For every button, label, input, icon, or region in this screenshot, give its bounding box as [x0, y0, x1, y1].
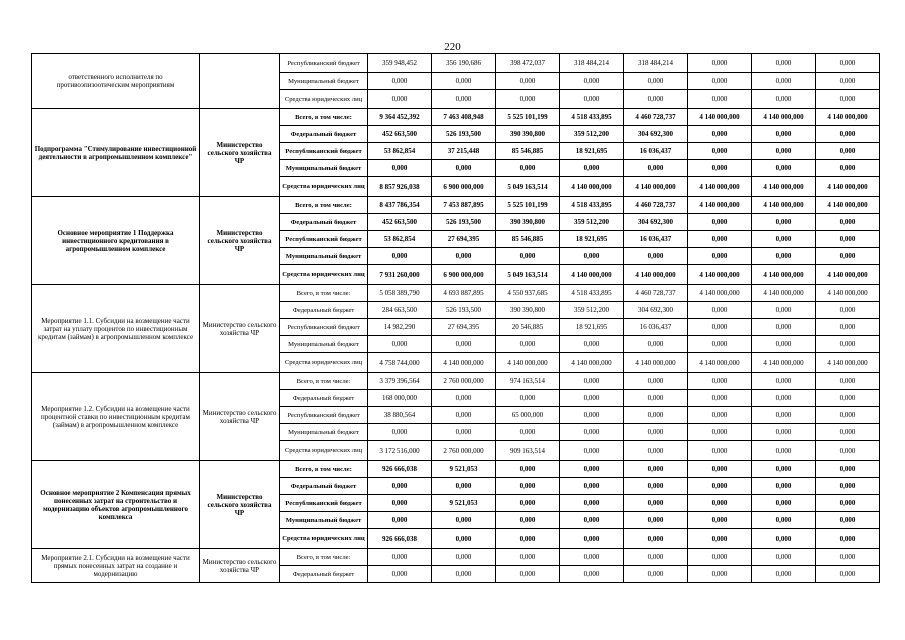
amount-cell: 4 140 000,000 — [688, 197, 752, 214]
item-description: Подпрограмма "Стимулирование инвестиционной деятельности в агропромышленном комплексе" — [32, 109, 200, 197]
amount-cell: 5 049 163,514 — [496, 177, 560, 197]
amount-cell: 0,000 — [816, 461, 880, 478]
amount-cell: 0,000 — [752, 126, 816, 143]
amount-cell: 0,000 — [496, 336, 560, 353]
funding-source: Всего, в том числе: — [280, 197, 368, 214]
amount-cell: 4 140 000,000 — [688, 109, 752, 126]
amount-cell: 0,000 — [688, 231, 752, 248]
amount-cell: 0,000 — [752, 512, 816, 529]
amount-cell: 0,000 — [368, 549, 432, 566]
amount-cell: 0,000 — [560, 495, 624, 512]
amount-cell: 0,000 — [816, 424, 880, 441]
amount-cell: 0,000 — [496, 390, 560, 407]
amount-cell: 4 140 000,000 — [752, 197, 816, 214]
amount-cell: 0,000 — [816, 231, 880, 248]
amount-cell: 359 512,200 — [560, 302, 624, 319]
amount-cell: 0,000 — [688, 461, 752, 478]
amount-cell: 4 140 000,000 — [752, 285, 816, 302]
amount-cell: 0,000 — [688, 90, 752, 109]
amount-cell: 0,000 — [688, 566, 752, 583]
amount-cell: 0,000 — [432, 407, 496, 424]
amount-cell: 0,000 — [816, 390, 880, 407]
amount-cell: 0,000 — [496, 566, 560, 583]
amount-cell: 0,000 — [560, 461, 624, 478]
amount-cell: 0,000 — [688, 495, 752, 512]
amount-cell: 0,000 — [752, 424, 816, 441]
amount-cell: 4 460 728,737 — [624, 285, 688, 302]
amount-cell: 0,000 — [624, 390, 688, 407]
amount-cell: 0,000 — [496, 495, 560, 512]
funding-source: Республиканский бюджет — [280, 54, 368, 73]
amount-cell: 0,000 — [816, 126, 880, 143]
amount-cell: 7 453 887,895 — [432, 197, 496, 214]
amount-cell: 0,000 — [560, 529, 624, 549]
amount-cell: 0,000 — [688, 302, 752, 319]
amount-cell: 6 900 000,000 — [432, 265, 496, 285]
amount-cell: 0,000 — [752, 319, 816, 336]
amount-cell: 7 931 260,000 — [368, 265, 432, 285]
amount-cell: 0,000 — [432, 160, 496, 177]
funding-source: Всего, в том числе: — [280, 109, 368, 126]
amount-cell: 0,000 — [752, 566, 816, 583]
amount-cell: 0,000 — [624, 248, 688, 265]
table-row — [32, 109, 880, 126]
amount-cell: 0,000 — [816, 373, 880, 390]
amount-cell: 304 692,300 — [624, 126, 688, 143]
amount-cell: 0,000 — [688, 407, 752, 424]
amount-cell: 359 512,200 — [560, 214, 624, 231]
funding-source: Федеральный бюджет — [280, 478, 368, 495]
amount-cell: 0,000 — [688, 214, 752, 231]
amount-cell: 0,000 — [624, 73, 688, 90]
amount-cell: 359 512,200 — [560, 126, 624, 143]
amount-cell: 0,000 — [624, 160, 688, 177]
item-description: Мероприятие 2.1. Субсидии на возмещение части прямых понесенных затрат на создание и модернизацию — [32, 549, 200, 583]
amount-cell: 0,000 — [688, 512, 752, 529]
amount-cell: 4 140 000,000 — [816, 109, 880, 126]
amount-cell: 452 663,500 — [368, 214, 432, 231]
responsible-executor — [200, 54, 280, 109]
amount-cell: 9 364 452,392 — [368, 109, 432, 126]
amount-cell: 0,000 — [816, 214, 880, 231]
amount-cell: 0,000 — [368, 566, 432, 583]
amount-cell: 356 190,686 — [432, 54, 496, 73]
funding-source: Федеральный бюджет — [280, 390, 368, 407]
amount-cell: 0,000 — [688, 54, 752, 73]
amount-cell: 4 140 000,000 — [496, 353, 560, 373]
funding-source: Федеральный бюджет — [280, 302, 368, 319]
table-row — [32, 373, 880, 390]
table-row — [32, 461, 880, 478]
funding-source: Муниципальный бюджет — [280, 73, 368, 90]
funding-source: Всего, в том числе: — [280, 373, 368, 390]
funding-source: Всего, в том числе: — [280, 285, 368, 302]
table-row — [32, 54, 880, 73]
amount-cell: 318 484,214 — [624, 54, 688, 73]
amount-cell: 4 140 000,000 — [624, 177, 688, 197]
amount-cell: 0,000 — [688, 549, 752, 566]
amount-cell: 4 140 000,000 — [560, 177, 624, 197]
funding-source: Республиканский бюджет — [280, 319, 368, 336]
funding-source: Республиканский бюджет — [280, 407, 368, 424]
amount-cell: 284 663,500 — [368, 302, 432, 319]
amount-cell: 0,000 — [816, 160, 880, 177]
amount-cell: 0,000 — [624, 512, 688, 529]
amount-cell: 0,000 — [752, 160, 816, 177]
amount-cell: 0,000 — [752, 90, 816, 109]
amount-cell: 0,000 — [560, 90, 624, 109]
amount-cell: 85 546,885 — [496, 143, 560, 160]
amount-cell: 0,000 — [496, 549, 560, 566]
amount-cell: 0,000 — [752, 73, 816, 90]
amount-cell: 0,000 — [560, 424, 624, 441]
amount-cell: 5 525 101,199 — [496, 197, 560, 214]
amount-cell: 53 862,854 — [368, 143, 432, 160]
amount-cell: 4 140 000,000 — [816, 265, 880, 285]
amount-cell: 0,000 — [560, 407, 624, 424]
amount-cell: 0,000 — [496, 529, 560, 549]
amount-cell: 0,000 — [432, 566, 496, 583]
funding-source: Всего, в том числе: — [280, 549, 368, 566]
amount-cell: 4 140 000,000 — [560, 353, 624, 373]
amount-cell: 4 140 000,000 — [688, 353, 752, 373]
amount-cell: 4 140 000,000 — [624, 265, 688, 285]
amount-cell: 0,000 — [624, 549, 688, 566]
amount-cell: 0,000 — [816, 512, 880, 529]
amount-cell: 65 000,000 — [496, 407, 560, 424]
amount-cell: 0,000 — [816, 248, 880, 265]
funding-source: Средства юридических лиц — [280, 441, 368, 461]
item-description: ответственного исполнителя по противоэпизоотическим мероприятиям — [32, 54, 200, 109]
amount-cell: 0,000 — [432, 529, 496, 549]
amount-cell: 0,000 — [368, 512, 432, 529]
amount-cell: 0,000 — [752, 214, 816, 231]
amount-cell: 4 140 000,000 — [688, 285, 752, 302]
amount-cell: 359 948,452 — [368, 54, 432, 73]
funding-source: Муниципальный бюджет — [280, 248, 368, 265]
table-row — [32, 285, 880, 302]
amount-cell: 0,000 — [560, 390, 624, 407]
amount-cell: 4 140 000,000 — [688, 177, 752, 197]
amount-cell: 0,000 — [688, 319, 752, 336]
amount-cell: 0,000 — [816, 54, 880, 73]
item-description: Основное мероприятие 1 Поддержка инвестиционного кредитования в агропромышленном комплексе — [32, 197, 200, 285]
funding-source: Средства юридических лиц — [280, 529, 368, 549]
amount-cell: 0,000 — [688, 126, 752, 143]
responsible-executor: Министерство сельского хозяйства ЧР — [200, 373, 280, 461]
amount-cell: 18 921,695 — [560, 231, 624, 248]
amount-cell: 0,000 — [560, 160, 624, 177]
amount-cell: 0,000 — [752, 441, 816, 461]
amount-cell: 4 140 000,000 — [560, 265, 624, 285]
amount-cell: 0,000 — [496, 160, 560, 177]
amount-cell: 2 760 000,000 — [432, 441, 496, 461]
amount-cell: 4 518 433,895 — [560, 197, 624, 214]
amount-cell: 0,000 — [368, 478, 432, 495]
amount-cell: 4 460 728,737 — [624, 197, 688, 214]
amount-cell: 0,000 — [496, 478, 560, 495]
amount-cell: 0,000 — [624, 424, 688, 441]
amount-cell: 0,000 — [688, 478, 752, 495]
amount-cell: 0,000 — [816, 73, 880, 90]
amount-cell: 85 546,885 — [496, 231, 560, 248]
budget-table — [31, 53, 880, 583]
amount-cell: 0,000 — [560, 248, 624, 265]
amount-cell: 304 692,300 — [624, 214, 688, 231]
amount-cell: 0,000 — [432, 336, 496, 353]
amount-cell: 0,000 — [816, 407, 880, 424]
responsible-executor: Министерство сельского хозяйства ЧР — [200, 461, 280, 549]
amount-cell: 3 172 516,000 — [368, 441, 432, 461]
amount-cell: 0,000 — [752, 390, 816, 407]
amount-cell: 0,000 — [688, 160, 752, 177]
amount-cell: 0,000 — [368, 495, 432, 512]
amount-cell: 4 140 000,000 — [752, 353, 816, 373]
amount-cell: 0,000 — [368, 248, 432, 265]
funding-source: Федеральный бюджет — [280, 126, 368, 143]
amount-cell: 0,000 — [752, 54, 816, 73]
amount-cell: 38 880,564 — [368, 407, 432, 424]
funding-source: Республиканский бюджет — [280, 231, 368, 248]
amount-cell: 4 758 744,000 — [368, 353, 432, 373]
amount-cell: 0,000 — [560, 549, 624, 566]
amount-cell: 0,000 — [816, 336, 880, 353]
funding-source: Республиканский бюджет — [280, 143, 368, 160]
amount-cell: 4 140 000,000 — [688, 265, 752, 285]
amount-cell: 0,000 — [752, 302, 816, 319]
amount-cell: 909 163,514 — [496, 441, 560, 461]
amount-cell: 0,000 — [816, 302, 880, 319]
amount-cell: 0,000 — [432, 424, 496, 441]
funding-source: Федеральный бюджет — [280, 214, 368, 231]
amount-cell: 398 472,037 — [496, 54, 560, 73]
amount-cell: 0,000 — [624, 407, 688, 424]
amount-cell: 0,000 — [496, 248, 560, 265]
amount-cell: 0,000 — [496, 512, 560, 529]
amount-cell: 0,000 — [560, 73, 624, 90]
responsible-executor: Министерство сельского хозяйства ЧР — [200, 549, 280, 583]
amount-cell: 0,000 — [560, 373, 624, 390]
amount-cell: 0,000 — [816, 90, 880, 109]
amount-cell: 0,000 — [752, 336, 816, 353]
amount-cell: 4 140 000,000 — [816, 177, 880, 197]
amount-cell: 0,000 — [816, 549, 880, 566]
responsible-executor: Министерство сельского хозяйства ЧР — [200, 109, 280, 197]
amount-cell: 4 518 433,895 — [560, 285, 624, 302]
responsible-executor: Министерство сельского хозяйства ЧР — [200, 197, 280, 285]
amount-cell: 4 140 000,000 — [816, 197, 880, 214]
amount-cell: 0,000 — [624, 478, 688, 495]
amount-cell: 168 000,000 — [368, 390, 432, 407]
amount-cell: 318 484,214 — [560, 54, 624, 73]
amount-cell: 0,000 — [368, 90, 432, 109]
amount-cell: 4 140 000,000 — [816, 285, 880, 302]
amount-cell: 0,000 — [752, 549, 816, 566]
amount-cell: 0,000 — [816, 143, 880, 160]
amount-cell: 526 193,500 — [432, 126, 496, 143]
amount-cell: 8 857 926,038 — [368, 177, 432, 197]
amount-cell: 0,000 — [624, 336, 688, 353]
amount-cell: 0,000 — [752, 373, 816, 390]
amount-cell: 16 036,437 — [624, 319, 688, 336]
amount-cell: 0,000 — [752, 143, 816, 160]
amount-cell: 0,000 — [432, 390, 496, 407]
amount-cell: 0,000 — [496, 90, 560, 109]
amount-cell: 0,000 — [688, 73, 752, 90]
amount-cell: 390 390,800 — [496, 214, 560, 231]
amount-cell: 0,000 — [688, 390, 752, 407]
amount-cell: 0,000 — [752, 231, 816, 248]
funding-source: Муниципальный бюджет — [280, 424, 368, 441]
amount-cell: 0,000 — [496, 424, 560, 441]
amount-cell: 0,000 — [816, 319, 880, 336]
amount-cell: 27 694,395 — [432, 319, 496, 336]
amount-cell: 0,000 — [688, 248, 752, 265]
funding-source: Всего, в том числе: — [280, 461, 368, 478]
amount-cell: 926 666,038 — [368, 461, 432, 478]
amount-cell: 0,000 — [368, 73, 432, 90]
amount-cell: 0,000 — [560, 566, 624, 583]
amount-cell: 9 521,053 — [432, 495, 496, 512]
amount-cell: 0,000 — [560, 512, 624, 529]
amount-cell: 14 982,290 — [368, 319, 432, 336]
amount-cell: 2 760 000,000 — [432, 373, 496, 390]
amount-cell: 526 193,500 — [432, 302, 496, 319]
amount-cell: 0,000 — [752, 461, 816, 478]
amount-cell: 0,000 — [752, 529, 816, 549]
amount-cell: 304 692,300 — [624, 302, 688, 319]
amount-cell: 18 921,695 — [560, 319, 624, 336]
amount-cell: 0,000 — [496, 461, 560, 478]
amount-cell: 0,000 — [688, 336, 752, 353]
amount-cell: 0,000 — [816, 441, 880, 461]
amount-cell: 5 049 163,514 — [496, 265, 560, 285]
amount-cell: 0,000 — [816, 478, 880, 495]
responsible-executor: Министерство сельского хозяйства ЧР — [200, 285, 280, 373]
amount-cell: 0,000 — [432, 73, 496, 90]
amount-cell: 9 521,053 — [432, 461, 496, 478]
amount-cell: 5 058 389,790 — [368, 285, 432, 302]
amount-cell: 974 163,514 — [496, 373, 560, 390]
amount-cell: 20 546,885 — [496, 319, 560, 336]
amount-cell: 53 862,854 — [368, 231, 432, 248]
amount-cell: 0,000 — [368, 160, 432, 177]
amount-cell: 0,000 — [432, 90, 496, 109]
amount-cell: 5 525 101,199 — [496, 109, 560, 126]
amount-cell: 4 550 937,685 — [496, 285, 560, 302]
amount-cell: 4 518 433,895 — [560, 109, 624, 126]
amount-cell: 8 437 786,354 — [368, 197, 432, 214]
amount-cell: 0,000 — [624, 461, 688, 478]
amount-cell: 18 921,695 — [560, 143, 624, 160]
amount-cell: 0,000 — [432, 512, 496, 529]
amount-cell: 0,000 — [752, 407, 816, 424]
amount-cell: 0,000 — [624, 529, 688, 549]
amount-cell: 0,000 — [752, 248, 816, 265]
amount-cell: 0,000 — [560, 336, 624, 353]
amount-cell: 0,000 — [624, 90, 688, 109]
amount-cell: 16 036,437 — [624, 231, 688, 248]
amount-cell: 0,000 — [560, 441, 624, 461]
amount-cell: 0,000 — [688, 441, 752, 461]
funding-source: Муниципальный бюджет — [280, 512, 368, 529]
amount-cell: 526 193,500 — [432, 214, 496, 231]
table-row — [32, 197, 880, 214]
amount-cell: 16 036,437 — [624, 143, 688, 160]
amount-cell: 4 693 887,895 — [432, 285, 496, 302]
amount-cell: 0,000 — [560, 478, 624, 495]
amount-cell: 0,000 — [624, 373, 688, 390]
funding-source: Средства юридических лиц — [280, 353, 368, 373]
amount-cell: 0,000 — [496, 73, 560, 90]
amount-cell: 390 390,800 — [496, 302, 560, 319]
amount-cell: 7 463 408,948 — [432, 109, 496, 126]
funding-source: Средства юридических лиц — [280, 265, 368, 285]
amount-cell: 390 390,800 — [496, 126, 560, 143]
amount-cell: 0,000 — [816, 529, 880, 549]
amount-cell: 4 140 000,000 — [816, 353, 880, 373]
amount-cell: 0,000 — [624, 566, 688, 583]
amount-cell: 4 460 728,737 — [624, 109, 688, 126]
amount-cell: 0,000 — [432, 478, 496, 495]
amount-cell: 0,000 — [432, 248, 496, 265]
amount-cell: 0,000 — [624, 495, 688, 512]
funding-source: Средства юридических лиц — [280, 177, 368, 197]
funding-source: Муниципальный бюджет — [280, 336, 368, 353]
amount-cell: 0,000 — [816, 566, 880, 583]
amount-cell: 0,000 — [816, 495, 880, 512]
amount-cell: 0,000 — [368, 336, 432, 353]
amount-cell: 0,000 — [688, 143, 752, 160]
amount-cell: 0,000 — [688, 529, 752, 549]
amount-cell: 4 140 000,000 — [752, 177, 816, 197]
amount-cell: 0,000 — [688, 373, 752, 390]
amount-cell: 0,000 — [752, 478, 816, 495]
funding-source: Федеральный бюджет — [280, 566, 368, 583]
amount-cell: 4 140 000,000 — [624, 353, 688, 373]
amount-cell: 4 140 000,000 — [752, 265, 816, 285]
amount-cell: 4 140 000,000 — [432, 353, 496, 373]
amount-cell: 0,000 — [368, 424, 432, 441]
amount-cell: 3 379 396,564 — [368, 373, 432, 390]
amount-cell: 37 215,448 — [432, 143, 496, 160]
funding-source: Муниципальный бюджет — [280, 160, 368, 177]
funding-source: Республиканский бюджет — [280, 495, 368, 512]
item-description: Мероприятие 1.2. Субсидии на возмещение части процентной ставки по инвестиционным кредитам (займам) в агропромышленном комплексе — [32, 373, 200, 461]
amount-cell: 6 900 000,000 — [432, 177, 496, 197]
item-description: Мероприятие 1.1. Субсидии на возмещение части затрат на уплату процентов по инвестиционным кредитам (займам) в агропромышленном комплексе — [32, 285, 200, 373]
amount-cell: 4 140 000,000 — [752, 109, 816, 126]
amount-cell: 0,000 — [752, 495, 816, 512]
amount-cell: 0,000 — [624, 441, 688, 461]
funding-source: Средства юридических лиц — [280, 90, 368, 109]
amount-cell: 27 694,395 — [432, 231, 496, 248]
page-number: 220 — [444, 41, 461, 53]
amount-cell: 0,000 — [432, 549, 496, 566]
amount-cell: 452 663,500 — [368, 126, 432, 143]
amount-cell: 0,000 — [688, 424, 752, 441]
table-row — [32, 549, 880, 566]
amount-cell: 926 666,038 — [368, 529, 432, 549]
item-description: Основное мероприятие 2 Компенсация прямых понесенных затрат на строительство и модернизацию объектов агропромышленного комплекса — [32, 461, 200, 549]
